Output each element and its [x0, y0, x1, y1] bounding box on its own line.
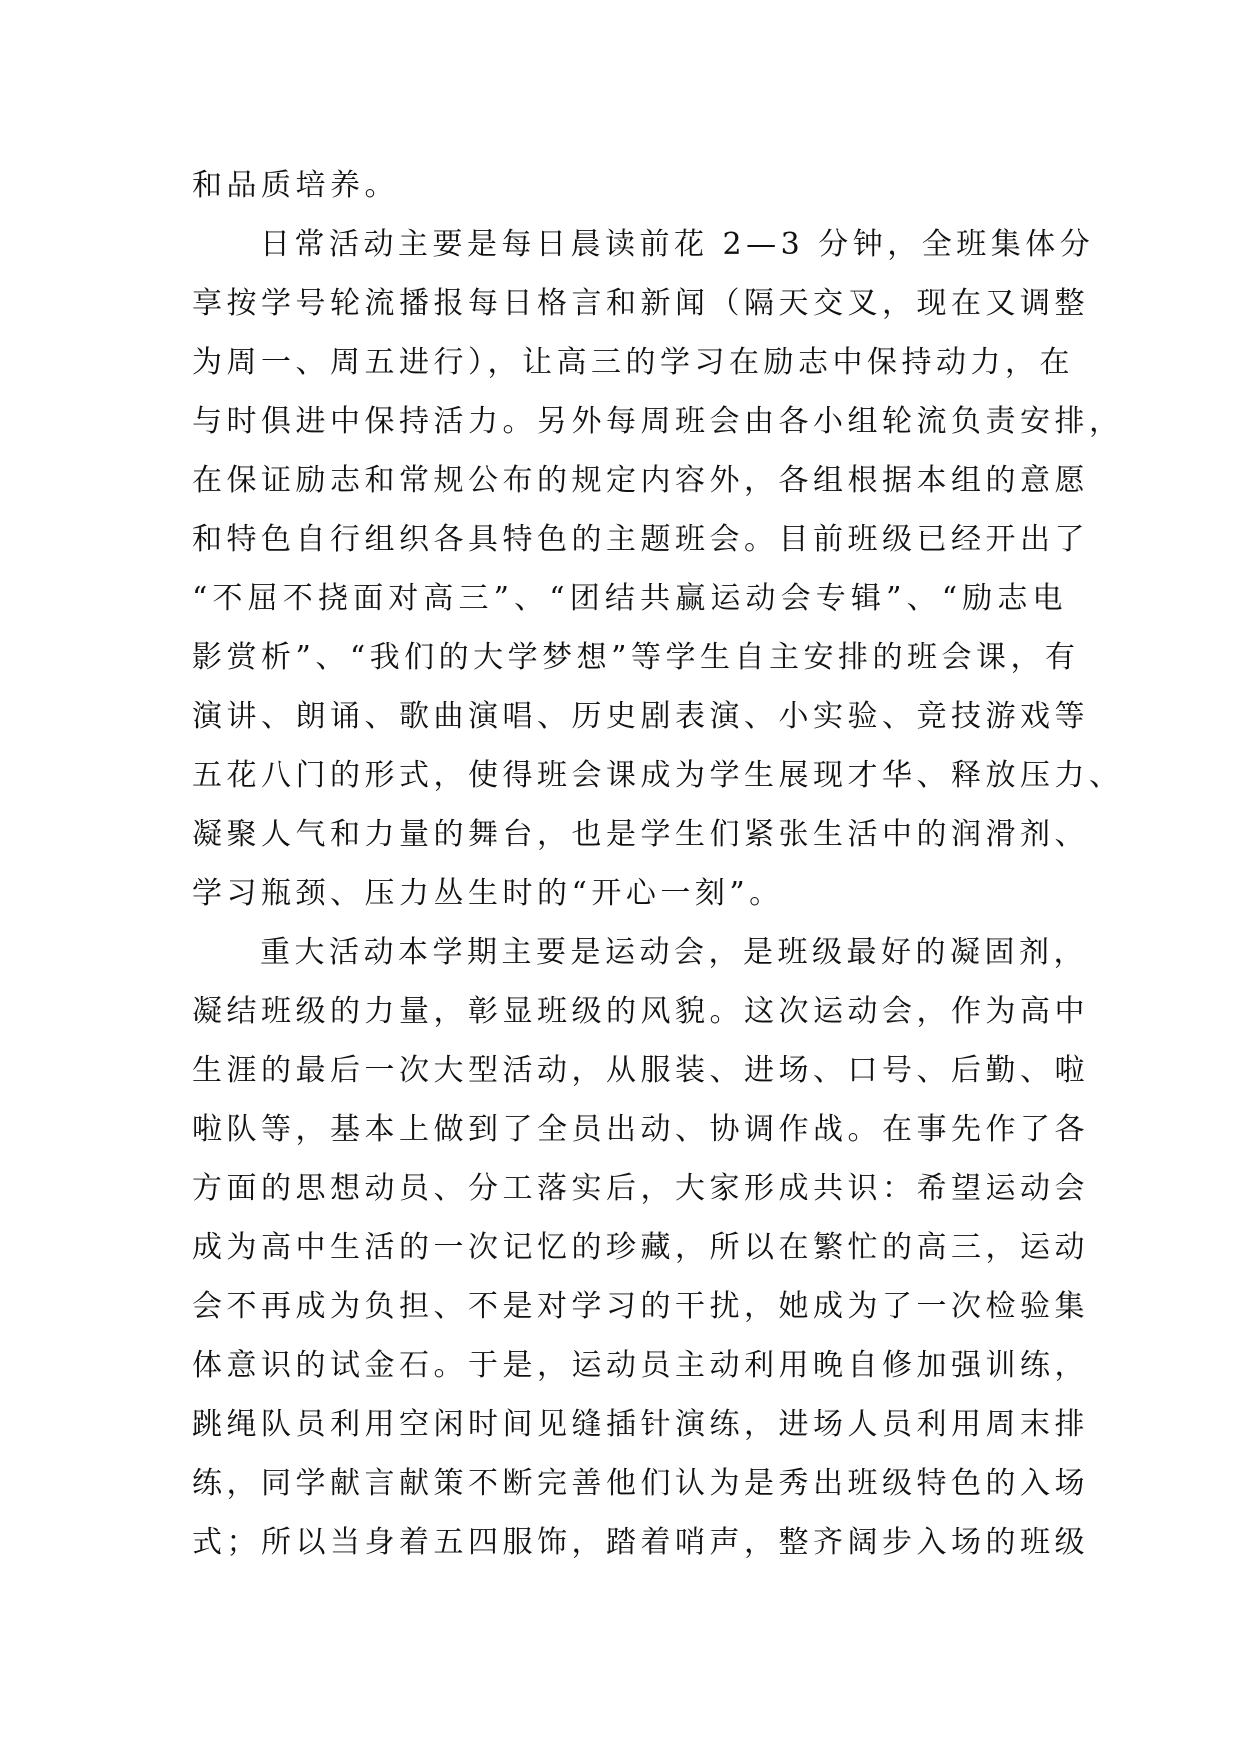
text-line: 凝聚人气和力量的舞台，也是学生们紧张生活中的润滑剂、: [192, 817, 1089, 852]
text-line: 生涯的最后一次大型活动，从服装、进场、口号、后勤、啦: [192, 1053, 1089, 1088]
text-line: 和品质培养。: [192, 168, 399, 203]
text-line: 会不再成为负担、不是对学习的干扰，她成为了一次检验集: [192, 1289, 1089, 1324]
body-text: [192, 156, 1124, 1572]
text-line: 影赏析”、“我们的大学梦想”等学生自主安排的班会课，有: [192, 640, 1080, 675]
text-line: 和特色自行组织各具特色的主题班会。目前班级已经开出了: [192, 522, 1089, 557]
text-line: 享按学号轮流播报每日格言和新闻（隔天交叉，现在又调整: [192, 286, 1089, 321]
text-line: 练，同学献言献策不断完善他们认为是秀出班级特色的入场: [192, 1466, 1089, 1501]
text-line: 五花八门的形式，使得班会课成为学生展现才华、释放压力、: [192, 758, 1124, 793]
text-line: 学习瓶颈、压力丛生时的“开心一刻”。: [192, 876, 784, 911]
text-line: 日常活动主要是每日晨读前花 2—3 分钟，全班集体分: [260, 227, 1095, 262]
text-line: 与时俱进中保持活力。另外每周班会由各小组轮流负责安排，: [192, 404, 1124, 439]
text-line: “不屈不挠面对高三”、“团结共赢运动会专辑”、“励志电: [192, 581, 1067, 616]
text-line: 跳绳队员利用空闲时间见缝插针演练，进场人员利用周末排: [192, 1407, 1089, 1442]
text-line: 方面的思想动员、分工落实后，大家形成共识：希望运动会: [192, 1171, 1089, 1206]
text-line: 成为高中生活的一次记忆的珍藏，所以在繁忙的高三，运动: [192, 1230, 1089, 1265]
text-line: 重大活动本学期主要是运动会，是班级最好的凝固剂，: [260, 935, 1088, 970]
text-line: 体意识的试金石。于是，运动员主动利用晚自修加强训练，: [192, 1348, 1089, 1383]
text-line: 式；所以当身着五四服饰，踏着哨声，整齐阔步入场的班级: [192, 1525, 1089, 1560]
text-line: 为周一、周五进行），让高三的学习在励志中保持动力，在: [192, 345, 1074, 380]
text-line: 啦队等，基本上做到了全员出动、协调作战。在事先作了各: [192, 1112, 1089, 1147]
text-line: 在保证励志和常规公布的规定内容外，各组根据本组的意愿: [192, 463, 1089, 498]
text-line: 凝结班级的力量，彰显班级的风貌。这次运动会，作为高中: [192, 994, 1089, 1029]
text-line: 演讲、朗诵、歌曲演唱、历史剧表演、小实验、竞技游戏等: [192, 699, 1089, 734]
